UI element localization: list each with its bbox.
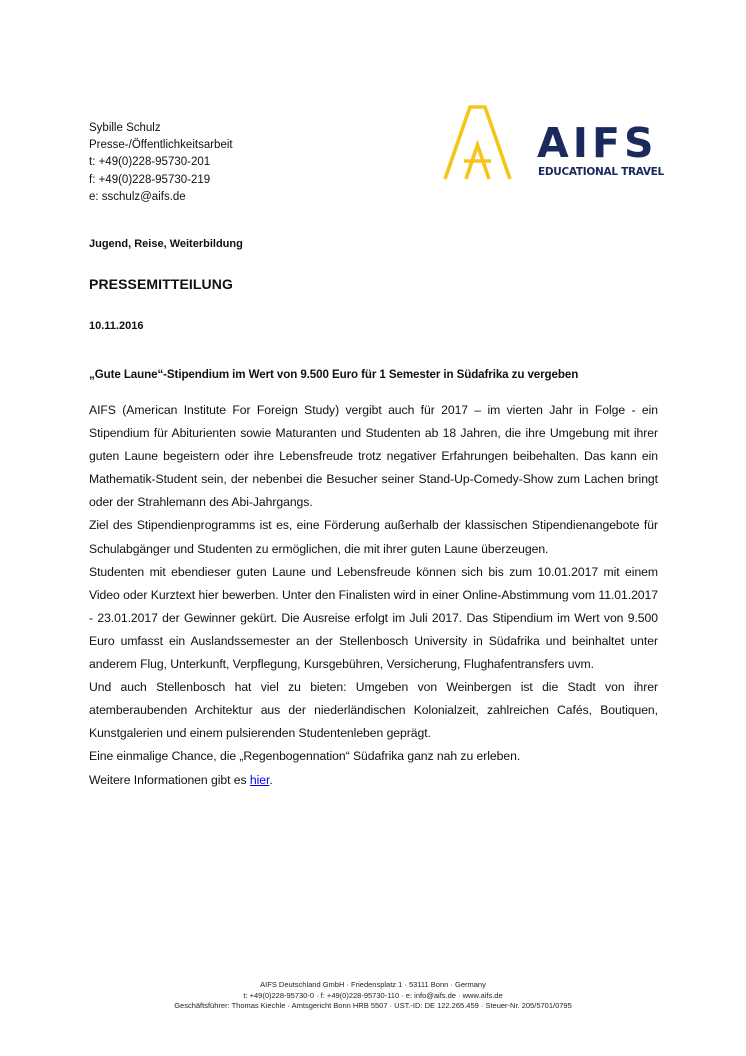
- paragraph-intro: AIFS (American Institute For Foreign Study) vergibt auch für 2017 – im vierten Jahr in Folge - ein Stipendium für Abiturienten sowie Maturanten und Studenten ab 18 Jahren, die ihre Umgebung mit ihrer guten Laune begeistern oder ihre Lebensfreude trotz negativer Erfahrungen beibehalten. Das kann ein Mathematik-Student sein, der nebenbei die Besucher seiner Stand-Up-Comedy-Show zum Lachen bringt oder der Strahlemann des Abi-Jahrgangs.: [89, 403, 658, 510]
- press-body: [89, 399, 658, 792]
- contact-role: Presse-/Öffentlichkeitsarbeit: [89, 139, 233, 152]
- headline: „Gute Laune“-Stipendium im Wert von 9.500 Euro für 1 Semester in Südafrika zu vergeben: [89, 368, 579, 381]
- paragraph-application: Studenten mit ebendieser guten Laune und Lebensfreude können sich bis zum 10.01.2017 mit einem Video oder Kurztext hier bewerben. Unter den Finalisten wird in einer Online-Abstimmung vom 11.01.2017 - 23.01.2017 der Gewinner gekürt. Die Ausreise erfolgt im Juli 2017. Das Stipendium im Wert von 9.500 Euro umfasst ein Auslandssemester an der Stellenbosch University in Südafrika und beinhaltet unter anderem Flug, Unterkunft, Verpflegung, Kursgebühren, Versicherung, Flughafentransfers uvm.: [89, 564, 658, 672]
- aifs-logo: [442, 103, 672, 181]
- contact-fax: f: +49(0)228-95730-219: [89, 173, 211, 186]
- release-date: 10.11.2016: [89, 320, 144, 332]
- footer-address: AIFS Deutschland GmbH · Friedensplatz 1 · 53111 Bonn · Germany: [260, 980, 486, 989]
- contact-block: [89, 120, 233, 206]
- tagline: Jugend, Reise, Weiterbildung: [89, 238, 243, 250]
- contact-phone: t: +49(0)228-95730-201: [89, 156, 211, 169]
- contact-name: Sybille Schulz: [89, 122, 161, 134]
- footer: [0, 980, 746, 1012]
- footer-legal: Geschäftsführer: Thomas Kiechle · Amtsgericht Bonn HRB 5507 · UST.-ID: DE 122.265.459 · Steuer-Nr. 205/5701/0795: [174, 1001, 572, 1010]
- more-info-text: Weitere Informationen gibt es: [89, 772, 250, 787]
- paragraph-more-info: [89, 769, 658, 792]
- more-info-period: .: [269, 772, 273, 787]
- paragraph-stellenbosch: Und auch Stellenbosch hat viel zu bieten: Umgeben von Weinbergen ist die Stadt von ihrer atemberaubenden Architektur aus der niederländischen Kolonialzeit, zahlreichen Cafés, Boutiquen, Kunstgalerien und einem pulsierenden Studentenleben geprägt.: [89, 680, 658, 741]
- logo-wordmark: AIFS: [537, 119, 658, 167]
- footer-contact: t: +49(0)228-95730-0 · f: +49(0)228-95730-110 · e: info@aifs.de · www.aifs.de: [243, 990, 503, 1000]
- paragraph-goal: Ziel des Stipendienprogramms ist es, eine Förderung außerhalb der klassischen Stipendienangebote für Schulabgänger und Studenten zu ermöglichen, die mit ihrer guten Laune überzeugen.: [89, 518, 658, 556]
- more-info-link[interactable]: hier: [249, 772, 270, 787]
- paragraph-chance: Eine einmalige Chance, die „Regenbogennation“ Südafrika ganz nah zu erleben.: [89, 749, 521, 764]
- logo-subline: EDUCATIONAL TRAVEL: [538, 166, 664, 178]
- contact-email: e: sschulz@aifs.de: [89, 190, 186, 203]
- document-type: PRESSEMITTEILUNG: [89, 276, 233, 292]
- aifs-a-mark-icon: [445, 107, 510, 179]
